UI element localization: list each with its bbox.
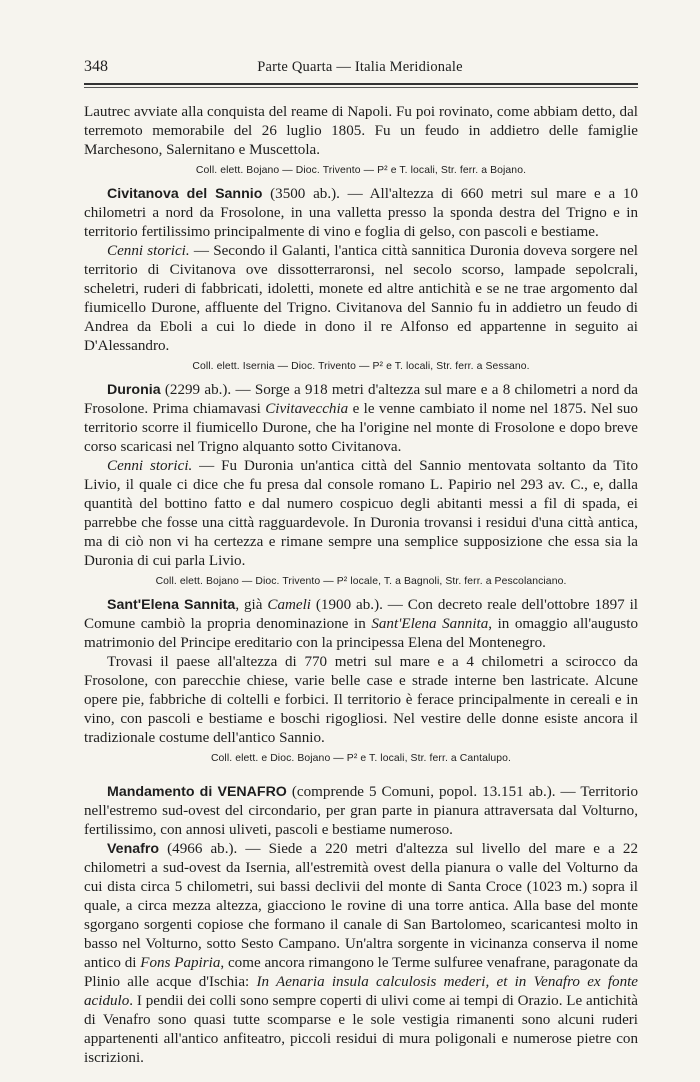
entry-text: (2299 ab.). — Sorge a 918 metri d'altezza sul mare e a 8 chilometri a nord da Frosolone. Prima chiamavasi	[84, 382, 638, 417]
paragraph: Lautrec avviate alla conquista del reame di Napoli. Fu poi rovinato, come abbiam detto, dal terremoto memorabile del 26 luglio 1805. Fu un feudo in addietro delle famiglie Marchesono, Salernitano e Muscettola.	[84, 104, 638, 158]
entry-mandamento-venafro	[84, 783, 638, 840]
page-body	[84, 103, 638, 1068]
entry-text: (4966 ab.). — Siede a 220 metri d'altezza sul livello del mare e a 22 chilometri a sud-ovest da Isernia, all'estremità ovest della pianura o valle del Volturno da cui dista circa 5 chilometri, sui bassi declivii del monte di Santa Croce (1023 m.) sopra il quale, a circa mezza altezza, giacciono le rovine di una torre antica. Alla base del monte sgorgano sorgenti copiose che formano il canale di San Bartolomeo, scaricantesi molto in basso nel Volturno, sotto Sesto Campano. Un'altra sorgente in vicinanza conserva il nome antico di	[84, 841, 638, 971]
header-rule	[84, 83, 638, 85]
paragraph: Trovasi il paese all'altezza di 770 metri sul mare e a 4 chilometri a scirocco da Frosolone, con parecchie chiese, varie belle case e strade interne ben lastricate. Alcune opere pie, fabbriche di coltelli e forbici. Il territorio è ferace principalmente in cereali e in vino, con pascoli e bestiame e boschi rigogliosi. Nel vestire delle donne esiste ancora il tradizionale costume dell'antico Sannio.	[84, 654, 638, 746]
entry-heading: Duronia	[107, 382, 161, 398]
italic-text: Fons Papiria	[140, 955, 221, 971]
entry-heading: Mandamento di VENAFRO	[107, 784, 287, 800]
page-header	[84, 58, 636, 80]
paragraph-text: — Secondo il Galanti, l'antica città sannitica Duronia doveva sorgere nel territorio di Civitanova ove dissotterraronsi, nel secolo scorso, lampade sepolcrali, scheletri, ruderi di fabbricati, idoletti, monete ed altre antichità e se ne trae argomento dal fiumicello Durone, affluente del Trigno. Civitanova del Sannio fu in addietro un feudo di Andrea da Eboli a cui lo diede in dono il re Alfonso ed appartenne in seguito ai D'Alessandro.	[84, 243, 638, 354]
italic-text: Civitavecchia	[265, 401, 349, 417]
entry-text: , come ancora rimangono le Terme sulfuree venafrane, paragonate da Plinio alle acque d'Ischia:	[84, 955, 639, 990]
italic-text: In Aenaria insula calculosis mederi, et in Venafro ex fonte acidulo	[84, 974, 639, 1009]
entry-heading: Sant'Elena Sannita	[107, 597, 236, 613]
italic-text: Sant'Elena Sannita	[371, 616, 489, 632]
spacer	[84, 773, 638, 783]
section-label: Cenni storici.	[107, 243, 190, 259]
entry-text: (3500 ab.). — All'altezza di 660 metri sul mare e a 10 chilometri a nord da Frosolone, in una valletta presso la sponda destra del Trigno e in territorio fertilissimo principalmente di vino e foglia di gelso, con pascoli e bestiame.	[84, 186, 638, 240]
paragraph	[84, 457, 638, 571]
entry-civitanova	[84, 185, 638, 242]
header-rule-thin	[84, 87, 638, 88]
collegio-note: Coll. elett. Bojano — Dioc. Trivento — P² locale, T. a Bagnoli, Str. ferr. a Pescolanciano.	[155, 576, 567, 587]
entry-text: (comprende 5 Comuni, popol. 13.151 ab.). — Territorio nell'estremo sud-ovest del circondario, per gran parte in pianura attraversata dal Volturno, fertilissimo, con annosi uliveti, pascoli e bestiame numeroso.	[84, 784, 638, 838]
collegio-note: Coll. elett. Isernia — Dioc. Trivento — P² e T. locali, Str. ferr. a Sessano.	[192, 361, 530, 372]
entry-text: (1900 ab.). — Con decreto reale dell'ottobre 1897 il Comune cambiò la propria denominazione in	[84, 597, 638, 632]
section-label: Cenni storici.	[107, 458, 193, 474]
entry-duronia	[84, 381, 638, 457]
entry-santelena	[84, 596, 638, 653]
page-number: 348	[84, 58, 108, 75]
entry-heading: Venafro	[107, 841, 160, 857]
paragraph-text: — Fu Duronia un'antica città del Sannio mentovata soltanto da Tito Livio, il quale ci dice che fu presa dal console romano L. Papirio nel 293 av. C., e, dalla quantità del bottino fatto e dal numero cospicuo degli abitanti messi a fil di spada, ei parrebbe che fosse una città ragguardevole. In Duronia trovansi i residui d'una città antica, ma di ciò non vi ha certezza e rimane sempre una semplice supposizione che essa sia la Duronia di cui parla Livio.	[84, 458, 638, 569]
italic-text: Cameli	[267, 597, 311, 613]
paragraph	[84, 242, 638, 356]
entry-text: e le venne cambiato il nome nel 1875. Nel suo territorio scorre il fiumicello Durone, che ha l'origine nel monte di Frosolone e dopo breve corso scaricasi nel Trigno alquanto sotto Civitanova.	[84, 401, 638, 455]
entry-text: , già	[235, 597, 268, 613]
entry-text: . I pendii dei colli sono sempre coperti di ulivi come ai tempi di Orazio. Le antichità di Venafro sono quasi tutte scomparse e le sole vestigia rimanenti sono alcuni ruderi appartenenti all'antico anfiteatro, piccoli residui di mura poligonali e numerose pietre con iscrizioni.	[84, 993, 638, 1066]
entry-text: , in omaggio all'augusto matrimonio del Principe ereditario con la principessa Elena del Montenegro.	[84, 616, 639, 651]
entry-heading: Civitanova del Sannio	[107, 186, 263, 202]
entry-venafro	[84, 840, 638, 1068]
collegio-note: Coll. elett. Bojano — Dioc. Trivento — P² e T. locali, Str. ferr. a Bojano.	[195, 165, 527, 176]
running-title: Parte Quarta — Italia Meridionale	[257, 59, 463, 75]
collegio-note: Coll. elett. e Dioc. Bojano — P² e T. locali, Str. ferr. a Cantalupo.	[210, 753, 512, 764]
